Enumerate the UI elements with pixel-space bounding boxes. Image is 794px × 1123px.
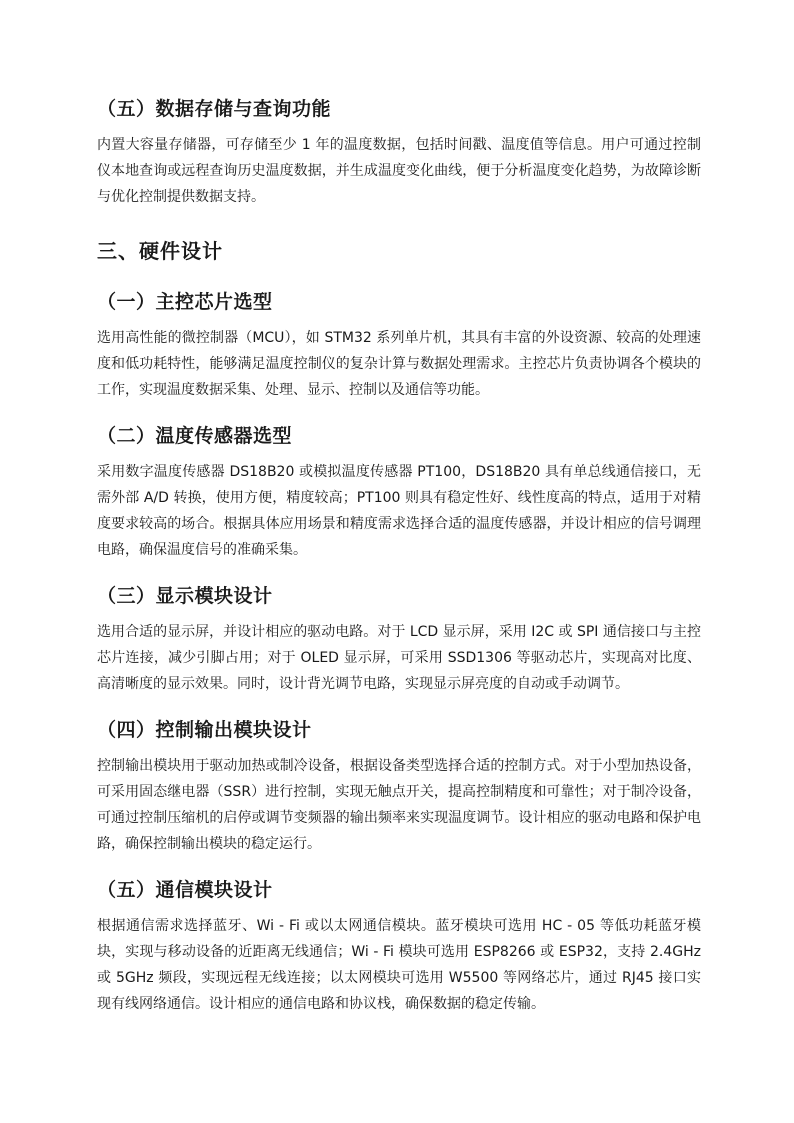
section-paragraph-control-output: 控制输出模块用于驱动加热或制冷设备，根据设备类型选择合适的控制方式。对于小型加热设备，可采用固态继电器（SSR）进行控制，实现无触点开关，提高控制精度和可靠性；对于制冷设备，可通过控制压缩机的启停或调节变频器的输出频率来实现温度调节。设计相应的驱动电路和保护电路，确保控制输出模块的稳定运行。 [97, 758, 701, 852]
section-paragraph-display: 选用合适的显示屏，并设计相应的驱动电路。对于 LCD 显示屏，采用 I2C 或 SPI 通信接口与主控芯片连接，减少引脚占用；对于 OLED 显示屏，可采用 SSD1306 等驱动芯片，实现高对比度、高清晰度的显示效果。同时，设计背光调节电路，实现显示屏亮度的自动或手动调节。 [97, 624, 701, 692]
section-heading-display: （三）显示模块设计 [97, 585, 273, 607]
section-heading-temp-sensor: （二）温度传感器选型 [97, 425, 293, 447]
section-heading-control-output: （四）控制输出模块设计 [97, 719, 312, 741]
document-page [97, 94, 701, 1017]
section-paragraph-data-storage: 内置大容量存储器，可存储至少 1 年的温度数据，包括时间戳、温度值等信息。用户可通过控制仪本地查询或远程查询历史温度数据，并生成温度变化曲线，便于分析温度变化趋势，为故障诊断与优化控制提供数据支持。 [97, 137, 701, 205]
section-paragraph-main-chip: 选用高性能的微控制器（MCU），如 STM32 系列单片机，其具有丰富的外设资源、较高的处理速度和低功耗特性，能够满足温度控制仪的复杂计算与数据处理需求。主控芯片负责协调各个模块的工作，实现温度数据采集、处理、显示、控制以及通信等功能。 [97, 330, 701, 398]
section-paragraph-communication: 根据通信需求选择蓝牙、Wi - Fi 或以太网通信模块。蓝牙模块可选用 HC - 05 等低功耗蓝牙模块，实现与移动设备的近距离无线通信；Wi - Fi 模块可选用 ESP8266 或 ESP32，支持 2.4GHz 或 5GHz 频段，实现远程无线连接；以太网模块可选用 W5500 等网络芯片，通过 RJ45 接口实现有线网络通信。设计相应的通信电路和协议栈，确保数据的稳定传输。 [97, 918, 701, 1012]
section-heading-communication: （五）通信模块设计 [97, 879, 273, 901]
section-heading-data-storage: （五）数据存储与查询功能 [97, 98, 332, 120]
chapter-heading-hardware-design: 三、硬件设计 [97, 239, 223, 263]
section-heading-main-chip: （一）主控芯片选型 [97, 291, 273, 313]
section-paragraph-temp-sensor: 采用数字温度传感器 DS18B20 或模拟温度传感器 PT100，DS18B20 具有单总线通信接口，无需外部 A/D 转换，使用方便，精度较高；PT100 则具有稳定性好、线性度高的特点，适用于对精度要求较高的场合。根据具体应用场景和精度需求选择合适的温度传感器，并设计相应的信号调理电路，确保温度信号的准确采集。 [97, 464, 701, 558]
